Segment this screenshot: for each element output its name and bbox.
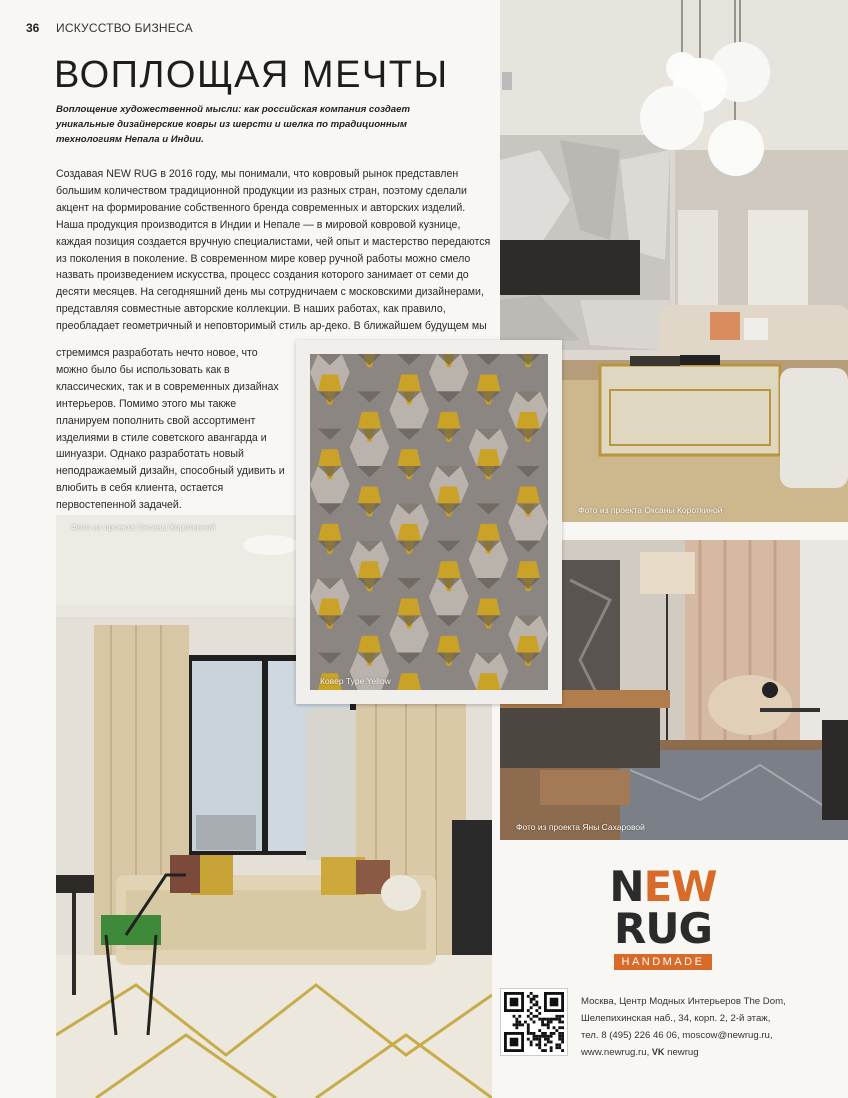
qr-module [538, 1018, 541, 1021]
rug-yellow-accent [397, 524, 421, 541]
vk-link[interactable]: newrug [667, 1047, 699, 1058]
qr-module [558, 1018, 561, 1021]
qr-module [538, 1043, 541, 1046]
qr-module [555, 1018, 558, 1021]
qr-module [535, 1043, 538, 1046]
qr-module [533, 1032, 536, 1035]
rug-yellow-accent [437, 636, 461, 653]
qr-module [550, 1021, 553, 1024]
qr-module [527, 1023, 530, 1026]
qr-code[interactable] [500, 988, 568, 1056]
qr-module [547, 1023, 550, 1026]
rug-yellow-accent [358, 412, 382, 429]
qr-module [527, 1015, 530, 1018]
qr-module [515, 1021, 518, 1024]
article-body-narrow: стремимся разработать нечто новое, что можно было бы использовать как в классических, так и в современных дизайнах интерьеров. Помимо этого мы также планируем пополнить свой ассортимент изделиями в стиле советского авангарда и шинуазри. Однако разработать новый неподражаемый дизайн, способный удивить и влюбить в себя клиента, остается первостепенной задачей. [56, 347, 285, 512]
qr-module [553, 1026, 556, 1029]
qr-module [555, 1029, 558, 1032]
rug-pattern [296, 340, 562, 704]
qr-module [533, 1003, 536, 1006]
qr-module [527, 995, 530, 998]
article-title: ВОПЛОЩАЯ МЕЧТЫ [54, 54, 449, 96]
qr-module [558, 1026, 561, 1029]
rug-yellow-accent [516, 487, 540, 504]
qr-module [558, 1038, 561, 1041]
qr-finder [550, 998, 559, 1007]
contact-line-phone: тел. 8 (495) 226 46 06, moscow@newrug.ru, [581, 1030, 773, 1041]
contact-line-street: Шелепихинская наб., 34, корп. 2, 2-й этаж, [581, 1013, 771, 1024]
qr-module [561, 1026, 564, 1029]
qr-module [547, 1026, 550, 1029]
qr-module [530, 1032, 533, 1035]
qr-module [521, 1023, 524, 1026]
qr-module [561, 1049, 564, 1052]
qr-module [535, 1009, 538, 1012]
rug-yellow-accent [397, 599, 421, 616]
qr-module [530, 1043, 533, 1046]
rug-yellow-accent [477, 673, 501, 690]
qr-module [533, 1035, 536, 1038]
rug-yellow-accent [516, 636, 540, 653]
qr-module [561, 1041, 564, 1044]
qr-module [533, 1038, 536, 1041]
qr-module [561, 1038, 564, 1041]
qr-module [541, 1035, 544, 1038]
logo-new: NEW [609, 862, 717, 911]
qr-module [538, 1006, 541, 1009]
qr-module [561, 1032, 564, 1035]
qr-module [515, 1023, 518, 1026]
qr-module [530, 992, 533, 995]
qr-module [561, 1015, 564, 1018]
rug-yellow-accent [397, 673, 421, 690]
qr-module [530, 1006, 533, 1009]
qr-module [538, 1012, 541, 1015]
qr-module [561, 1021, 564, 1024]
photo-caption-bottom-left: Фото из проекта Оксаны Короткиной [71, 522, 216, 532]
qr-module [518, 1015, 521, 1018]
qr-module [524, 1021, 527, 1024]
logo-handmade: HANDMADE [614, 954, 713, 970]
qr-module [547, 1038, 550, 1041]
qr-module [535, 1001, 538, 1004]
qr-module [553, 1018, 556, 1021]
section-title: ИСКУССТВО БИЗНЕСА [56, 21, 193, 35]
qr-finder [510, 998, 519, 1007]
qr-module [538, 1041, 541, 1044]
qr-module [555, 1015, 558, 1018]
rug-yellow-accent [318, 375, 342, 392]
qr-module [558, 1032, 561, 1035]
qr-module [541, 1021, 544, 1024]
qr-module [518, 1023, 521, 1026]
qr-module [544, 1032, 547, 1035]
qr-module [558, 1043, 561, 1046]
qr-module [533, 1021, 536, 1024]
rug-yellow-accent [516, 561, 540, 578]
rug-yellow-accent [318, 449, 342, 466]
rug-yellow-accent [477, 375, 501, 392]
contact-line-web [581, 1044, 831, 1061]
qr-module [544, 1043, 547, 1046]
qr-module [541, 1032, 544, 1035]
rug-yellow-accent [318, 599, 342, 616]
rug-photo [296, 340, 562, 704]
qr-module [535, 1035, 538, 1038]
qr-module [558, 1046, 561, 1049]
qr-module [530, 1018, 533, 1021]
photo-caption-top-right: Фото из проекта Оксаны Короткиной [578, 505, 723, 515]
photo-caption-rug: Ковер Type Yellow [320, 676, 391, 686]
article-lead: Воплощение художественной мысли: как российская компания создает уникальные дизайнерские ковры из шерсти и шелка по традиционным технологиям Непала и Индии. [56, 104, 410, 145]
qr-module [533, 998, 536, 1001]
qr-module [544, 1049, 547, 1052]
qr-module [550, 1035, 553, 1038]
qr-module [547, 1021, 550, 1024]
page-number: 36 [26, 21, 40, 35]
qr-module [550, 1018, 553, 1021]
contact-info [581, 993, 831, 1061]
qr-module [547, 1035, 550, 1038]
qr-module [541, 1023, 544, 1026]
rug-yellow-accent [437, 561, 461, 578]
qr-finder [510, 1038, 519, 1047]
rug-yellow-accent [358, 487, 382, 504]
qr-module [527, 1009, 530, 1012]
qr-module [550, 1046, 553, 1049]
qr-module [541, 1049, 544, 1052]
qr-module [558, 1035, 561, 1038]
rug-yellow-accent [437, 412, 461, 429]
rug-yellow-accent [397, 449, 421, 466]
qr-module [535, 1003, 538, 1006]
qr-module [527, 1038, 530, 1041]
qr-module [553, 1032, 556, 1035]
qr-module [535, 1015, 538, 1018]
qr-module [527, 1026, 530, 1029]
qr-module [555, 1043, 558, 1046]
qr-module [527, 1032, 530, 1035]
qr-module [550, 1041, 553, 1044]
rug-yellow-accent [516, 412, 540, 429]
qr-module [530, 998, 533, 1001]
qr-module [515, 1018, 518, 1021]
qr-module [533, 995, 536, 998]
qr-module [544, 1038, 547, 1041]
rug-yellow-accent [477, 524, 501, 541]
rug-yellow-accent [318, 524, 342, 541]
qr-module [544, 1023, 547, 1026]
qr-module [515, 1026, 518, 1029]
rug-yellow-accent [437, 487, 461, 504]
rug-yellow-accent [397, 375, 421, 392]
qr-module [533, 1015, 536, 1018]
photo-caption-middle-right: Фото из проекта Яны Сахаровой [516, 822, 645, 832]
qr-module [547, 1018, 550, 1021]
rug-yellow-accent [358, 561, 382, 578]
qr-code-icon [501, 989, 567, 1055]
qr-module [538, 1029, 541, 1032]
rug-yellow-accent [358, 636, 382, 653]
rug-yellow-accent [477, 449, 501, 466]
qr-module [550, 1049, 553, 1052]
qr-module [513, 1015, 516, 1018]
qr-module [538, 1035, 541, 1038]
qr-module [538, 1046, 541, 1049]
brand-logo [598, 862, 728, 970]
qr-module [535, 1038, 538, 1041]
qr-module [538, 1038, 541, 1041]
qr-module [535, 995, 538, 998]
qr-module [561, 1035, 564, 1038]
qr-module [550, 1032, 553, 1035]
qr-module [547, 1041, 550, 1044]
qr-module [530, 1001, 533, 1004]
qr-module [530, 1012, 533, 1015]
qr-module [558, 1021, 561, 1024]
qr-module [518, 1021, 521, 1024]
contact-line-address: Москва, Центр Модных Интерьеров The Dom, [581, 996, 786, 1007]
qr-module [555, 1046, 558, 1049]
logo-rug: RUG [614, 904, 712, 953]
qr-module [530, 1041, 533, 1044]
vk-icon: VK [651, 1047, 665, 1057]
qr-module [513, 1023, 516, 1026]
qr-module [558, 1015, 561, 1018]
qr-module [527, 1029, 530, 1032]
qr-module [544, 1018, 547, 1021]
qr-module [544, 1035, 547, 1038]
article-body-wide: Создавая NEW RUG в 2016 году, мы понимали, что ковровый рынок представлен большим количеством традиционной продукции из разных стран, поэтому сделали акцент на формирование собственного бренда современных и авторских изделий. Наша продукция производится в Индии и Непале — в мировой ковровой кузнице, каждая позиция создается вручную специалистами, чей опыт и мастерство передаются из поколения в поколение. В современном мире ковер ручной работы можно смело назвать произведением искусства, процесс создания которого занимает от семи до десяти месяцев. На сегодняшний день мы сотрудничаем с московскими дизайнерами, представляя совместные авторские коллекции. В наших работах, как правило, преобладает геометричный и неповторимый стиль ар-деко. В ближайшем будущем мы [56, 168, 491, 333]
qr-module [541, 1018, 544, 1021]
rug-yellow-accent [477, 599, 501, 616]
website-link[interactable]: www.newrug.ru, [581, 1047, 650, 1058]
